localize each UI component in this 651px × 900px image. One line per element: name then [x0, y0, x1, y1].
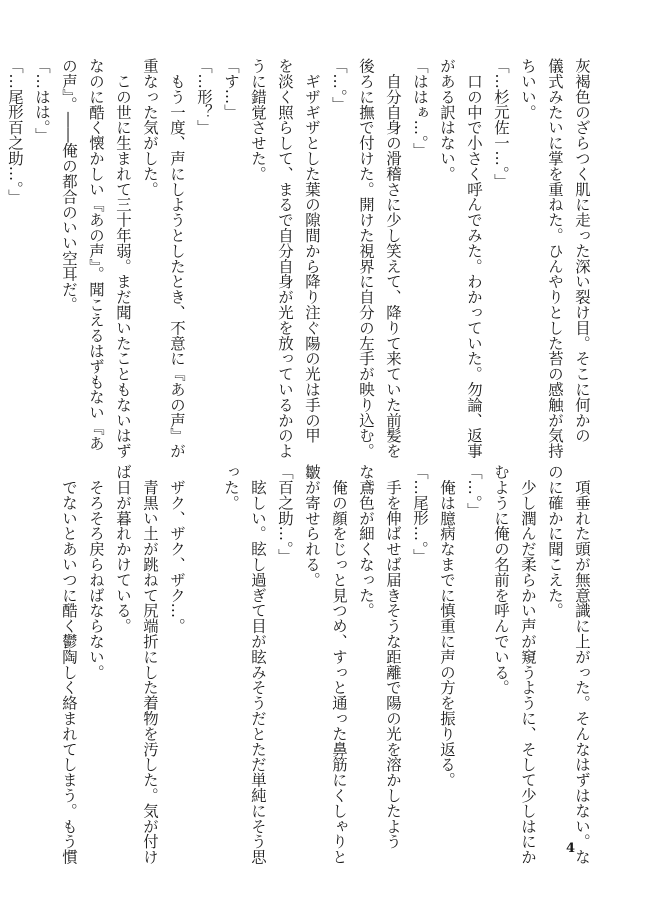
text-line: 「…杉元佐一…。」: [492, 58, 510, 189]
text-line: 少し潤んだ柔らかい声が窺うように、そして少しはにか: [519, 464, 537, 865]
text-line: ば日が暮れかけている。: [114, 464, 132, 634]
text-line: 「…。」: [465, 464, 483, 518]
page-number: 4: [565, 841, 575, 856]
text-line: ちいい。: [519, 58, 537, 120]
text-line: 眩しい。眩し過ぎて目が眩みそうだとただ単純にそう思: [249, 464, 267, 865]
text-line: うに錯覚させた。: [249, 58, 267, 182]
text-block-bottom: [55, 464, 595, 865]
text-line: 「…はは。」: [33, 58, 51, 143]
text-line: の声』。――俺の都合のいい空耳だ。: [60, 58, 78, 313]
text-line: ザク、ザク、ザク…。: [168, 464, 186, 634]
text-line: のに確かに聞こえた。: [546, 464, 564, 618]
text-line: 口の中で小さく呼んでみた。わかっていた。勿論、返事: [465, 58, 483, 459]
text-line: 「…。」: [330, 58, 348, 112]
text-line: そろそろ戻らねばならない。: [87, 464, 105, 680]
text-line: な鳶色が細くなった。: [357, 464, 375, 618]
text-line: でないとあいつに酷く鬱陶しく絡まれてしまう。もう慣: [60, 464, 78, 865]
text-line: [190, 464, 217, 854]
text-line: 項垂れた頭が無意識に上がった。そんなはずはない。な: [573, 464, 591, 865]
text-line: 青黒い土が跳ねて尻端折にした着物を汚した。気が付け: [141, 464, 159, 865]
text-line: 皺が寄せられる。: [303, 464, 321, 588]
text-line: を淡く照らして、まるで自分自身が光を放っているかのよ: [276, 58, 294, 459]
text-line: がある訳はない。: [438, 58, 456, 182]
text-line: 儀式みたいに掌を重ねた。ひんやりとした苔の感触が気持: [546, 58, 564, 459]
text-block-top: [6, 58, 595, 459]
text-line: 「す…」: [222, 58, 240, 120]
text-line: 俺の顔をじっと見つめ、すっと通った鼻筋にくしゃりと: [330, 464, 348, 865]
text-line: 「…尾形百之助…。」: [6, 58, 24, 205]
text-line: 「ははぁ…。」: [411, 58, 429, 159]
text-line: 重なった気がした。: [141, 58, 159, 197]
text-line: った。: [222, 464, 240, 511]
text-line: 手を伸ばせば届きそうな距離で陽の光を溶かしたよう: [384, 464, 402, 849]
text-line: むように俺の名前を呼んでいる。: [492, 464, 510, 695]
text-line: この世に生まれて三十年弱。まだ聞いたこともないはず: [114, 58, 132, 459]
text-line: 灰褐色のざらつく肌に走った深い裂け目。そこに何かの: [573, 58, 591, 443]
text-line: 俺は臆病なまでに慎重に声の方を振り返る。: [438, 464, 456, 788]
text-line: 自分自身の滑稽さに少し笑えて、降りて来ていた前髪を: [384, 58, 402, 459]
text-line: ギザギザとした葉の隙間から降り注ぐ陽の光は手の甲: [303, 58, 321, 443]
text-line: 「百之助…。」: [276, 464, 294, 565]
text-line: なのに酷く懐かしい『あの声』。聞こえるはずもない『あ: [87, 58, 105, 451]
text-line: 「…尾形…。」: [411, 464, 429, 565]
text-line: もう一度、声にしようとしたとき、不意に『あの声』が: [168, 58, 186, 459]
text-line: 後ろに撫で付けた。開けた視界に自分の左手が映り込む。: [357, 58, 375, 459]
text-line: 「…形？」: [195, 58, 213, 135]
